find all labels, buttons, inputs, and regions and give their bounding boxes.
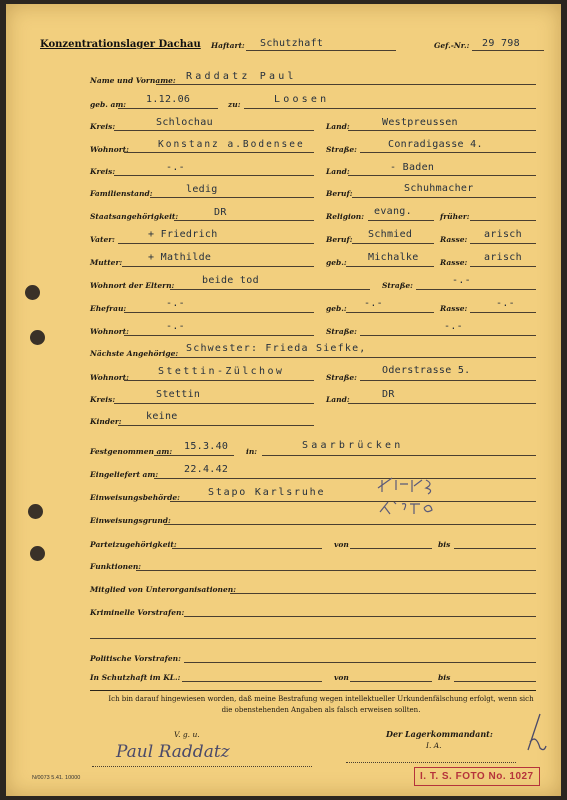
familienstand-value: ledig bbox=[186, 184, 218, 195]
land-value: Westpreussen bbox=[382, 117, 458, 128]
wohnort4-label: Wohnort: bbox=[90, 373, 129, 382]
vater-rasse-value: arisch bbox=[484, 229, 522, 240]
festgenommen-in-value: Saarbrücken bbox=[302, 440, 404, 451]
familienstand-label: Familienstand: bbox=[90, 189, 153, 198]
festgenommen-label: Festgenommen am: bbox=[90, 447, 173, 456]
staat-value: DR bbox=[214, 207, 227, 218]
kreis2-label: Kreis: bbox=[90, 167, 116, 176]
punch-hole bbox=[25, 285, 40, 300]
in-label: in: bbox=[246, 447, 258, 456]
eltern-label: Wohnort der Eltern: bbox=[90, 281, 175, 290]
mutter-rasse-value: arisch bbox=[484, 252, 522, 263]
haftart-value: Schutzhaft bbox=[260, 38, 324, 49]
partei-label: Parteizugehörigkeit: bbox=[90, 540, 177, 549]
mutter-rasse-label: Rasse: bbox=[440, 258, 468, 267]
festgenommen-value: 15.3.40 bbox=[184, 441, 229, 452]
kommandant-label: Der Lagerkommandant: bbox=[386, 729, 493, 739]
einweisungsgrund-label: Einweisungsgrund: bbox=[90, 516, 171, 525]
beruf-label: Beruf: bbox=[326, 189, 353, 198]
zu-value: Loosen bbox=[274, 94, 330, 105]
schutzhaft-label: In Schutzhaft im KL.: bbox=[90, 673, 181, 682]
mitglied-label: Mitglied von Unterorganisationen: bbox=[90, 585, 236, 594]
wohnort-value: Konstanz a.Bodensee bbox=[158, 139, 305, 150]
land2-label: Land: bbox=[326, 167, 350, 176]
geb-label: geb. am: bbox=[90, 100, 127, 109]
strasse3-value: -.- bbox=[444, 321, 463, 332]
land4-value: DR bbox=[382, 389, 395, 400]
einweisungsbehoerde-value: Stapo Karlsruhe bbox=[208, 487, 326, 498]
kreis4-value: Stettin bbox=[156, 389, 201, 400]
gefnr-value: 29 798 bbox=[482, 38, 520, 49]
partei-bis-label: bis bbox=[438, 540, 451, 549]
zu-label: zu: bbox=[228, 100, 241, 109]
kreis4-label: Kreis: bbox=[90, 395, 116, 404]
ehefrau-value: -.- bbox=[166, 298, 185, 309]
frueher-label: früher: bbox=[440, 212, 470, 221]
strasse4-value: Oderstrasse 5. bbox=[382, 365, 471, 376]
gefnr-label: Gef.-Nr.: bbox=[434, 41, 470, 50]
kinder-label: Kinder: bbox=[90, 417, 122, 426]
strasse-value: Conradigasse 4. bbox=[388, 139, 483, 150]
vater-beruf-label: Beruf: bbox=[326, 235, 353, 244]
name-label: Name und Vorname: bbox=[90, 76, 176, 85]
kinder-value: keine bbox=[146, 411, 178, 422]
ehefrau-geb-value: -.- bbox=[364, 298, 383, 309]
kreis-value: Schlochau bbox=[156, 117, 213, 128]
wohnort-label: Wohnort: bbox=[90, 145, 129, 154]
wohnort3-value: -.- bbox=[166, 321, 185, 332]
strasse4-label: Straße: bbox=[326, 373, 357, 382]
einweisungsbehoerde-label: Einweisungsbehörde: bbox=[90, 493, 180, 502]
name-value: Raddatz Paul bbox=[186, 71, 297, 82]
official-signature-icon bbox=[518, 712, 552, 758]
eingeliefert-label: Eingeliefert am: bbox=[90, 470, 159, 479]
handwritten-annotation-icon bbox=[374, 474, 460, 520]
eltern-value: beide tod bbox=[202, 275, 259, 286]
land-label: Land: bbox=[326, 122, 350, 131]
kriminelle-vorstrafen-label: Kriminelle Vorstrafen: bbox=[90, 608, 185, 617]
eltern-strasse-label: Straße: bbox=[382, 281, 413, 290]
vater-beruf-value: Schmied bbox=[368, 229, 413, 240]
punch-hole bbox=[30, 546, 45, 561]
partei-von-label: von bbox=[334, 540, 349, 549]
strasse3-label: Straße: bbox=[326, 327, 357, 336]
mutter-geb-value: Michalke bbox=[368, 252, 419, 263]
eltern-strasse-value: -.- bbox=[452, 275, 471, 286]
schutzhaft-bis-label: bis bbox=[438, 673, 451, 682]
geb-value: 1.12.06 bbox=[146, 94, 191, 105]
declaration-text: Ich bin darauf hingewiesen worden, daß meine Bestrafung wegen intellektueller Urkundenfälschung erfolgt, wenn sich die obenstehenden Angaben als falsch erweisen sollten. bbox=[108, 695, 534, 714]
mutter-geb-label: geb.: bbox=[326, 258, 347, 267]
funktionen-label: Funktionen: bbox=[90, 562, 142, 571]
schutzhaft-von-label: von bbox=[334, 673, 349, 682]
mutter-label: Mutter: bbox=[90, 258, 123, 267]
ia-label: I. A. bbox=[426, 741, 442, 750]
angehoerige-value: Schwester: Frieda Siefke, bbox=[186, 343, 367, 354]
prisoner-registration-card bbox=[6, 4, 561, 796]
mutter-value: + Mathilde bbox=[148, 252, 212, 263]
strasse-label: Straße: bbox=[326, 145, 357, 154]
camp-title: Konzentrationslager Dachau bbox=[40, 39, 201, 50]
wohnort3-label: Wohnort: bbox=[90, 327, 129, 336]
haftart-label: Haftart: bbox=[211, 41, 245, 50]
ehefrau-label: Ehefrau: bbox=[90, 304, 127, 313]
ehefrau-geb-label: geb.: bbox=[326, 304, 347, 313]
kreis2-value: -.- bbox=[166, 162, 185, 173]
its-foto-stamp: I. T. S. FOTO No. 1027 bbox=[414, 767, 540, 786]
vater-label: Vater: bbox=[90, 235, 115, 244]
ehefrau-rasse-value: -.- bbox=[496, 298, 515, 309]
land2-value: - Baden bbox=[390, 162, 435, 173]
religion-label: Religion: bbox=[326, 212, 365, 221]
punch-hole bbox=[28, 504, 43, 519]
vater-value: + Friedrich bbox=[148, 229, 218, 240]
vgu-label: V. g. u. bbox=[174, 730, 200, 739]
wohnort4-value: Stettin-Zülchow bbox=[158, 366, 285, 377]
politische-vorstrafen-label: Politische Vorstrafen: bbox=[90, 654, 181, 663]
angehoerige-label: Nächste Angehörige: bbox=[90, 349, 179, 358]
land4-label: Land: bbox=[326, 395, 350, 404]
ehefrau-rasse-label: Rasse: bbox=[440, 304, 468, 313]
prisoner-signature: Paul Raddatz bbox=[116, 742, 230, 762]
eingeliefert-value: 22.4.42 bbox=[184, 464, 229, 475]
staat-label: Staatsangehörigkeit: bbox=[90, 212, 179, 221]
beruf-value: Schuhmacher bbox=[404, 183, 474, 194]
print-code: N/0073 5.41. 10000 bbox=[32, 775, 81, 781]
vater-rasse-label: Rasse: bbox=[440, 235, 468, 244]
punch-hole bbox=[30, 330, 45, 345]
religion-value: evang. bbox=[374, 206, 412, 217]
kreis-label: Kreis: bbox=[90, 122, 116, 131]
